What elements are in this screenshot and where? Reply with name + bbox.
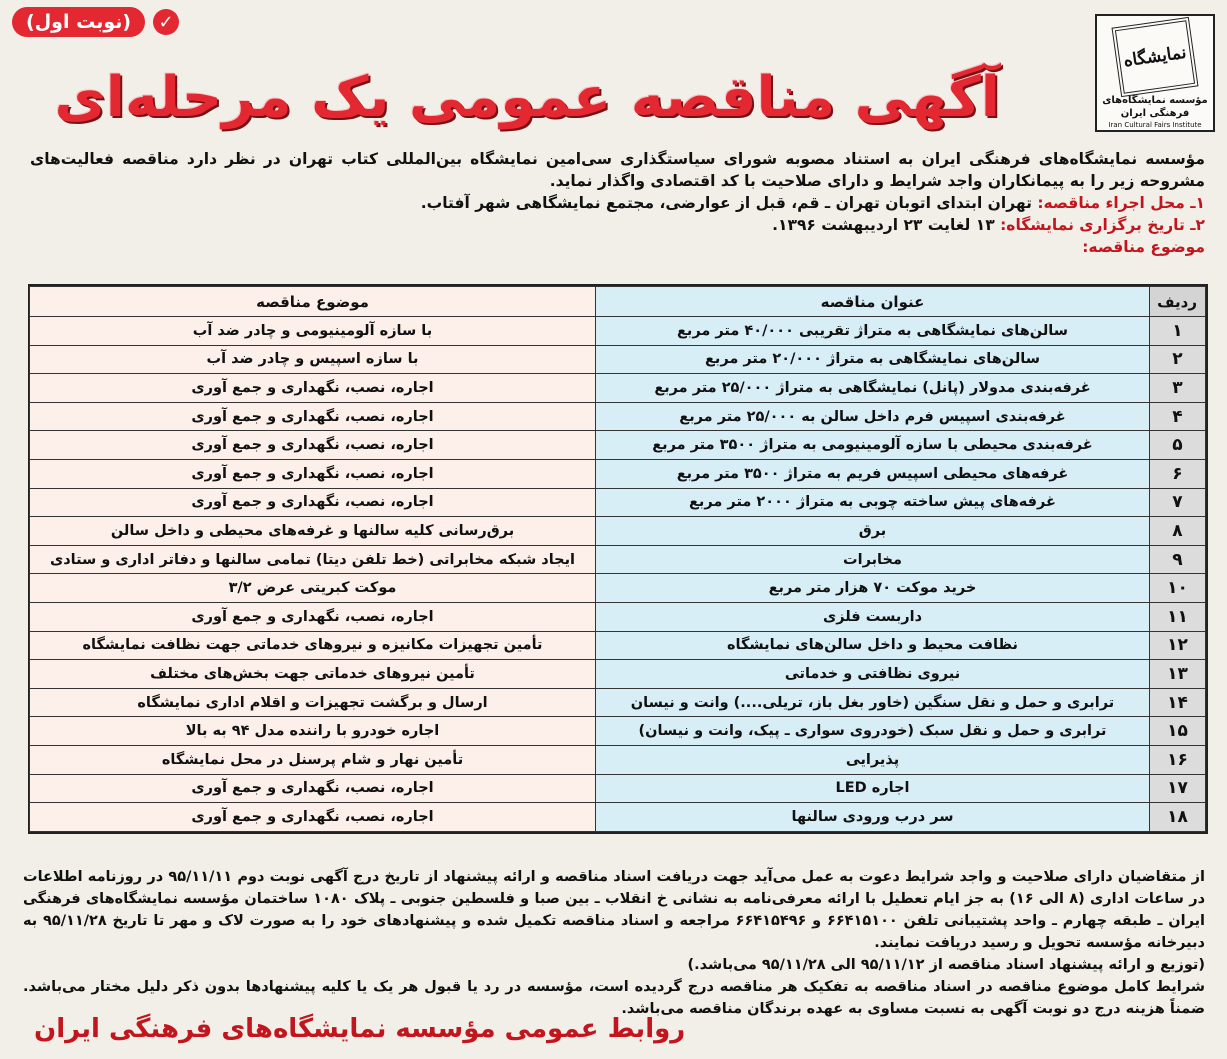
date-label: ۲ـ تاریخ برگزاری نمایشگاه: bbox=[1000, 216, 1205, 234]
cell-num: ۱۱ bbox=[1150, 602, 1206, 631]
table-row bbox=[30, 688, 1206, 717]
tender-table bbox=[28, 284, 1208, 834]
cell-num: ۷ bbox=[1150, 488, 1206, 517]
cell-num: ۳ bbox=[1150, 374, 1206, 403]
cell-topic: ارسال و برگشت تجهیزات و اقلام اداری نمایشگاه bbox=[30, 688, 596, 717]
cell-num: ۱۷ bbox=[1150, 774, 1206, 803]
table-row bbox=[30, 345, 1206, 374]
cell-num: ۶ bbox=[1150, 459, 1206, 488]
cell-title: خرید موکت ۷۰ هزار متر مربع bbox=[596, 574, 1150, 603]
cell-topic: ایجاد شبکه مخابراتی (خط تلفن دیتا) تمامی سالنها و دفاتر اداری و ستادی bbox=[30, 545, 596, 574]
logo-mark: نمایشگاه bbox=[1112, 17, 1199, 97]
cell-num: ۱۳ bbox=[1150, 660, 1206, 689]
cell-topic: اجاره، نصب، نگهداری و جمع آوری bbox=[30, 431, 596, 460]
cell-title: غرفه‌های پیش ساخته چوبی به متراژ ۲۰۰۰ متر مربع bbox=[596, 488, 1150, 517]
cell-title: سر درب ورودی سالنها bbox=[596, 803, 1150, 832]
cell-num: ۹ bbox=[1150, 545, 1206, 574]
location-line bbox=[421, 192, 1205, 214]
header-num: ردیف bbox=[1150, 287, 1206, 317]
cell-title: ترابری و حمل و نقل سنگین (خاور بغل باز، تریلی....) وانت و نیسان bbox=[596, 688, 1150, 717]
cell-num: ۱۶ bbox=[1150, 745, 1206, 774]
table-row bbox=[30, 488, 1206, 517]
cell-topic: اجاره، نصب، نگهداری و جمع آوری bbox=[30, 374, 596, 403]
table-row bbox=[30, 803, 1206, 832]
cell-topic: تأمین نهار و شام پرسنل در محل نمایشگاه bbox=[30, 745, 596, 774]
institute-logo bbox=[1095, 14, 1215, 132]
footer-text bbox=[23, 866, 1205, 1020]
cell-topic: اجاره، نصب، نگهداری و جمع آوری bbox=[30, 774, 596, 803]
cell-num: ۲ bbox=[1150, 345, 1206, 374]
date-value: ۱۳ لغایت ۲۳ اردیبهشت ۱۳۹۶. bbox=[772, 216, 995, 234]
table-row bbox=[30, 459, 1206, 488]
table-row bbox=[30, 774, 1206, 803]
cell-topic: اجاره، نصب، نگهداری و جمع آوری bbox=[30, 488, 596, 517]
cell-title: سالن‌های نمایشگاهی به متراژ ۲۰/۰۰۰ متر مربع bbox=[596, 345, 1150, 374]
cell-topic: اجاره، نصب، نگهداری و جمع آوری bbox=[30, 402, 596, 431]
cell-title: غرفه‌های محیطی اسپیس فریم به متراژ ۳۵۰۰ متر مربع bbox=[596, 459, 1150, 488]
table-row bbox=[30, 374, 1206, 403]
cell-num: ۱۲ bbox=[1150, 631, 1206, 660]
cell-title: پذیرایی bbox=[596, 745, 1150, 774]
cell-topic: اجاره، نصب، نگهداری و جمع آوری bbox=[30, 459, 596, 488]
footer-paragraph-1: از متقاضیان دارای صلاحیت و واجد شرایط دعوت به عمل می‌آید جهت دریافت اسناد مناقصه و ارائه پیشنهاد از تاریخ درج آگهی نوبت دوم ۹۵/۱۱/۱۱ در روزنامه اطلاعات در ساعات اداری (۸ الی ۱۶) به جز ایام تعطیل با ارائه معرفی‌نامه به نشانی خ انقلاب ـ بین صبا و فلسطین جنوبی ـ پلاک ۱۰۸۰ ساختمان مؤسسه نمایشگاه‌های فرهنگی ایران ـ طبقه چهارم ـ واحد پشتیبانی تلفن ۶۶۴۱۵۱۰۰ و ۶۶۴۱۵۴۹۶ مراجعه و اسناد مناقصه تکمیل شده و پیشنهادهای خود را به صورت لاک و مهر تا تاریخ ۹۵/۱۱/۲۸ به دبیرخانه مؤسسه تحویل و رسید دریافت نمایند. bbox=[23, 869, 1206, 951]
cell-num: ۵ bbox=[1150, 431, 1206, 460]
table-row bbox=[30, 574, 1206, 603]
cell-num: ۱۵ bbox=[1150, 717, 1206, 746]
table-row bbox=[30, 660, 1206, 689]
location-value: تهران ابتدای اتوبان تهران ـ قم، قبل از عوارضی، مجتمع نمایشگاهی شهر آفتاب. bbox=[420, 194, 1032, 212]
cell-topic: تأمین نیروهای خدماتی جهت بخش‌های مختلف bbox=[30, 660, 596, 689]
cell-title: اجاره LED bbox=[596, 774, 1150, 803]
cell-title: سالن‌های نمایشگاهی به متراژ تقریبی ۴۰/۰۰۰ متر مربع bbox=[596, 317, 1150, 346]
table-row bbox=[30, 545, 1206, 574]
cell-topic: اجاره خودرو با راننده مدل ۹۴ به بالا bbox=[30, 717, 596, 746]
logo-en-name: Iran Cultural Fairs Institute bbox=[1108, 121, 1202, 129]
cell-topic: با سازه اسپیس و چادر ضد آب bbox=[30, 345, 596, 374]
table-row bbox=[30, 402, 1206, 431]
cell-topic: برق‌رسانی کلیه سالنها و غرفه‌های محیطی و داخل سالن bbox=[30, 517, 596, 546]
cell-title: نیروی نظافتی و خدماتی bbox=[596, 660, 1150, 689]
cell-title: مخابرات bbox=[596, 545, 1150, 574]
cell-title: غرفه‌بندی مدولار (پانل) نمایشگاهی به متراژ ۲۵/۰۰۰ متر مربع bbox=[596, 374, 1150, 403]
header-title: عنوان مناقصه bbox=[596, 287, 1150, 317]
cell-title: غرفه‌بندی اسپیس فرم داخل سالن به ۲۵/۰۰۰ متر مربع bbox=[596, 402, 1150, 431]
cell-title: داربست فلزی bbox=[596, 602, 1150, 631]
table-row bbox=[30, 717, 1206, 746]
badge-label: (نوبت اول) bbox=[12, 7, 145, 37]
footer-paragraph-3: شرایط کامل موضوع مناقصه در اسناد مناقصه به تفکیک هر مناقصه درج گردیده است، مؤسسه در رد یا قبول هر یک یا کلیه پیشنهادها بدون ذکر دلیل مختار می‌باشد. ضمناً هزینه درج دو نوبت آگهی به نسبت مساوی به عهده برندگان مناقصه می‌باشد. bbox=[23, 979, 1205, 1017]
table-row bbox=[30, 431, 1206, 460]
logo-fa-name: مؤسسه نمایشگاه‌های فرهنگی ایران bbox=[1102, 95, 1208, 119]
table-row bbox=[30, 602, 1206, 631]
subject-label: موضوع مناقصه: bbox=[1082, 238, 1205, 256]
check-icon: ✓ bbox=[153, 9, 179, 35]
date-line bbox=[772, 214, 1205, 236]
subject-line bbox=[1082, 236, 1205, 258]
cell-num: ۱ bbox=[1150, 317, 1206, 346]
cell-title: ترابری و حمل و نقل سبک (خودروی سواری ـ پیک، وانت و نیسان) bbox=[596, 717, 1150, 746]
page-title: آگهی مناقصه عمومی یک مرحله‌ای bbox=[54, 65, 1000, 130]
cell-num: ۴ bbox=[1150, 402, 1206, 431]
cell-title: برق bbox=[596, 517, 1150, 546]
cell-title: نظافت محیط و داخل سالن‌های نمایشگاه bbox=[596, 631, 1150, 660]
table-row bbox=[30, 317, 1206, 346]
first-publication-badge bbox=[12, 6, 179, 38]
header-topic: موضوع مناقصه bbox=[30, 287, 596, 317]
location-label: ۱ـ محل اجراء مناقصه: bbox=[1037, 194, 1205, 212]
cell-topic: اجاره، نصب، نگهداری و جمع آوری bbox=[30, 602, 596, 631]
intro-paragraph: مؤسسه نمایشگاه‌های فرهنگی ایران به استناد مصوبه شورای سیاستگذاری سی‌امین نمایشگاه بین‌المللی کتاب تهران در نظر دارد مناقصه فعالیت‌های مشروحه زیر را به پیمانکاران واجد شرایط و دارای صلاحیت با کد اقتصادی واگذار نماید. bbox=[30, 150, 1205, 190]
cell-num: ۱۸ bbox=[1150, 803, 1206, 832]
table-header-row bbox=[30, 287, 1206, 317]
cell-topic: موکت کبریتی عرض ۳/۲ bbox=[30, 574, 596, 603]
table-row bbox=[30, 517, 1206, 546]
footer-paragraph-2: (توزیع و ارائه پیشنهاد اسناد مناقصه از ۹۵/۱۱/۱۲ الی ۹۵/۱۱/۲۸ می‌باشد.) bbox=[687, 957, 1205, 973]
table-row bbox=[30, 745, 1206, 774]
cell-topic: تأمین تجهیزات مکانیزه و نیروهای خدماتی جهت نظافت نمایشگاه bbox=[30, 631, 596, 660]
cell-topic: با سازه آلومینیومی و چادر ضد آب bbox=[30, 317, 596, 346]
cell-num: ۸ bbox=[1150, 517, 1206, 546]
table-row bbox=[30, 631, 1206, 660]
cell-title: غرفه‌بندی محیطی با سازه آلومینیومی به متراژ ۳۵۰۰ متر مربع bbox=[596, 431, 1150, 460]
signature: روابط عمومی مؤسسه نمایشگاه‌های فرهنگی ایران bbox=[34, 1014, 686, 1044]
cell-topic: اجاره، نصب، نگهداری و جمع آوری bbox=[30, 803, 596, 832]
cell-num: ۱۰ bbox=[1150, 574, 1206, 603]
cell-num: ۱۴ bbox=[1150, 688, 1206, 717]
